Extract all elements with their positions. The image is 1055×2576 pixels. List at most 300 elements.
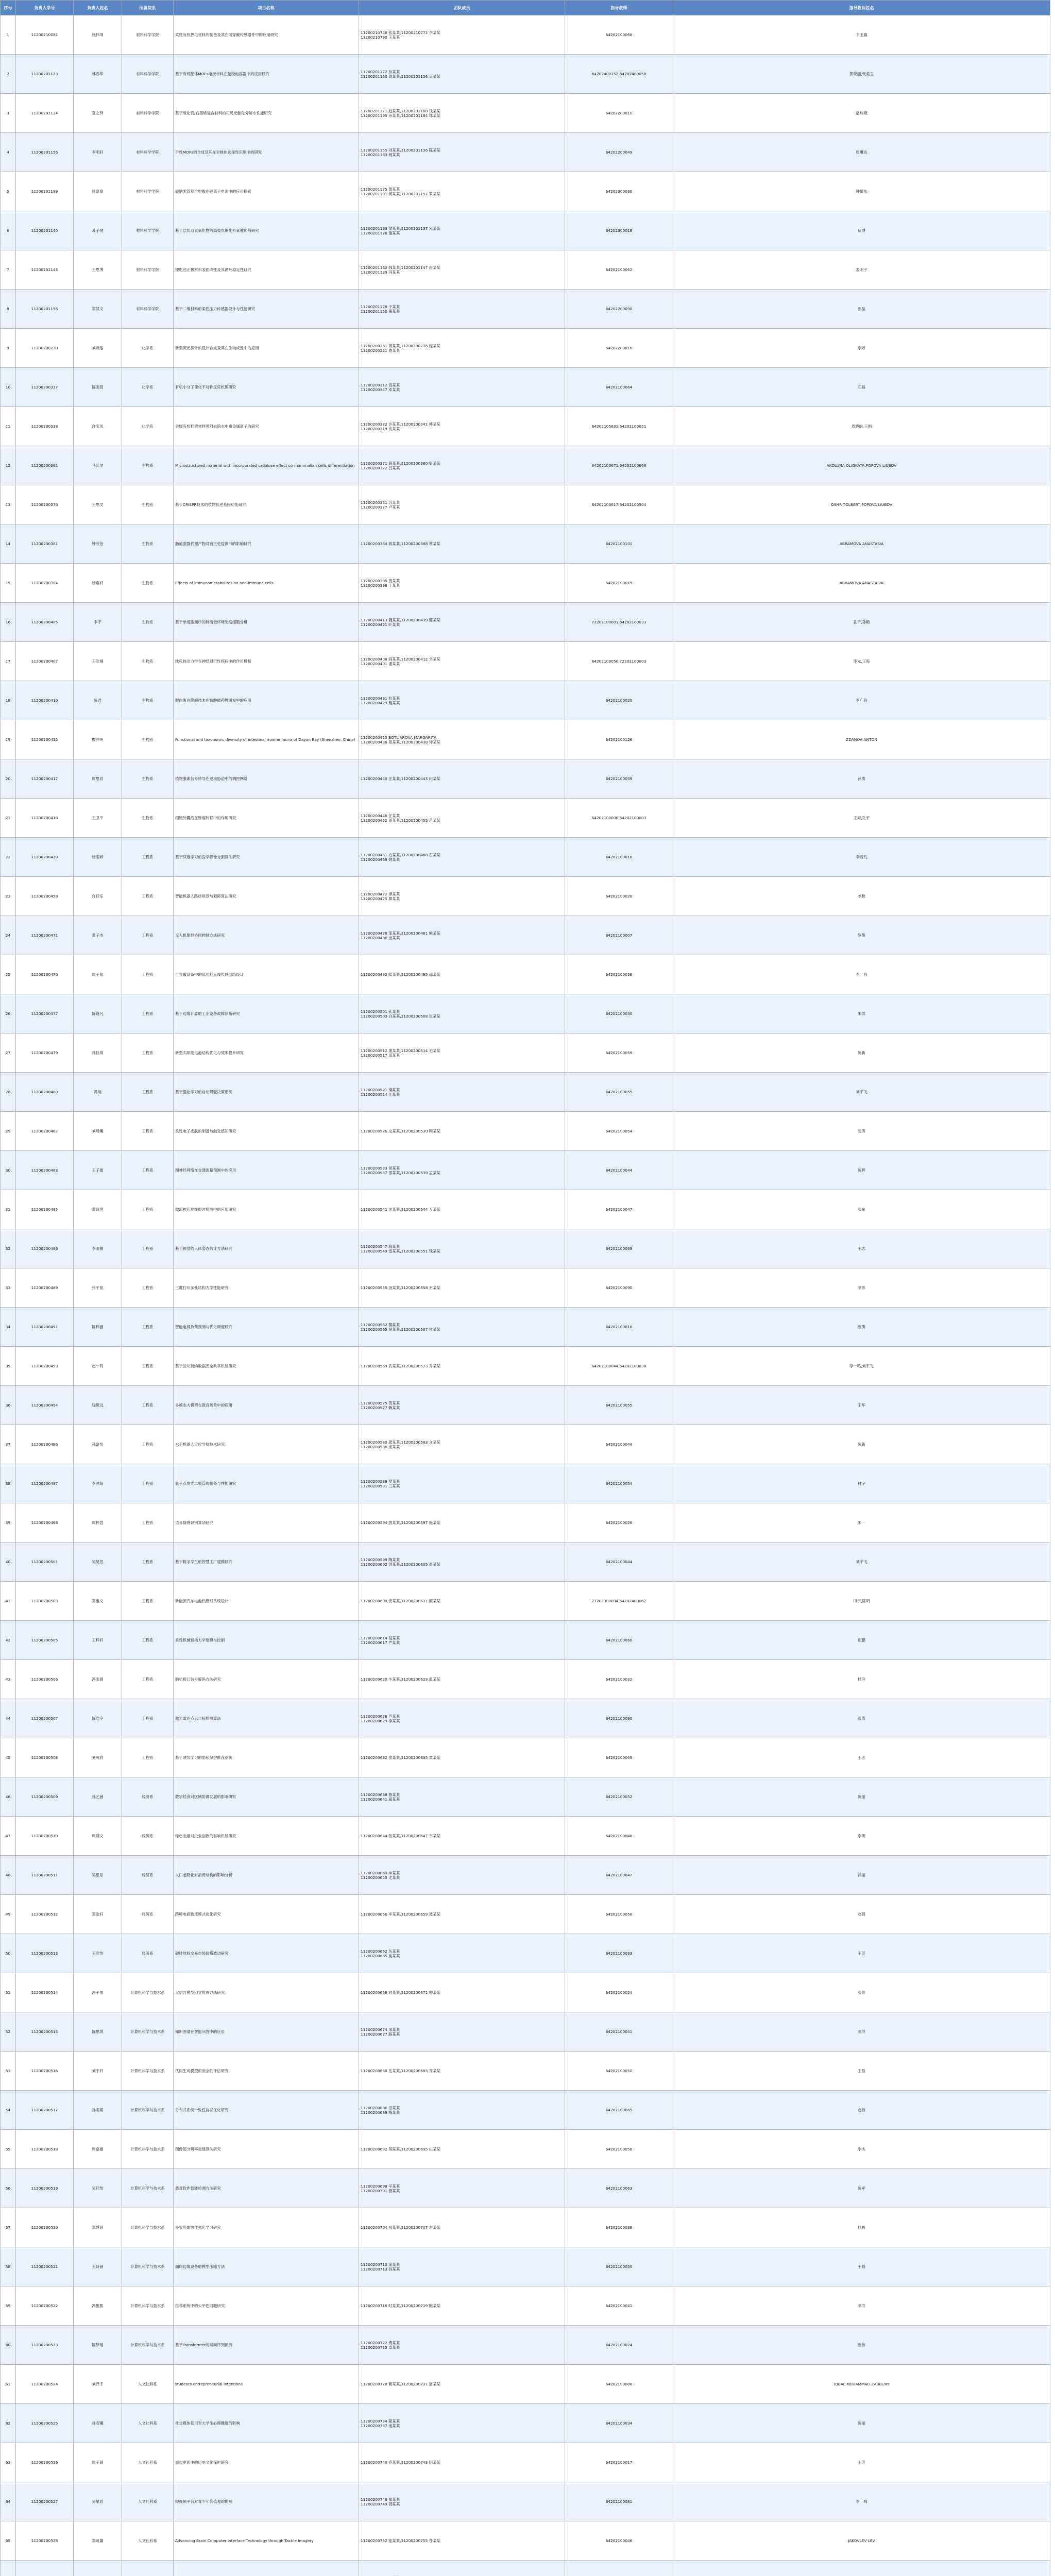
cell-index[interactable]: 29 <box>1 1112 16 1151</box>
cell-leader-name[interactable]: 冯俊熙 <box>74 2286 122 2326</box>
cell-index[interactable]: 34 <box>1 1308 16 1347</box>
cell-department[interactable]: 人文社科系 <box>122 2443 174 2482</box>
cell-advisor-name[interactable]: 付宇 <box>673 1464 1050 1503</box>
cell-student-id[interactable]: 11200201143 <box>16 250 74 290</box>
table-row[interactable] <box>1 877 1050 916</box>
cell-department[interactable]: 生物系 <box>122 799 174 838</box>
cell-leader-name[interactable]: 周子涵 <box>74 2443 122 2482</box>
cell-student-id[interactable]: 11200200513 <box>16 1934 74 1973</box>
cell-student-id[interactable]: 11200200479 <box>16 1033 74 1073</box>
cell-index[interactable]: 27 <box>1 1033 16 1073</box>
cell-index[interactable]: 17 <box>1 642 16 681</box>
cell-student-id[interactable]: 11200200505 <box>16 1621 74 1660</box>
cell-advisor-id[interactable]: 64202100044,64202100038 <box>565 1347 673 1386</box>
cell-advisor-name[interactable]: 张东 <box>673 1190 1050 1229</box>
cell-student-id[interactable]: 11200200476 <box>16 955 74 994</box>
cell-index[interactable]: 33 <box>1 1268 16 1308</box>
cell-student-id[interactable]: 11200201156 <box>16 133 74 172</box>
cell-index[interactable]: 65 <box>1 2521 16 2561</box>
cell-project-name[interactable]: students entrepreneurial intentions <box>174 2365 359 2404</box>
cell-leader-name[interactable]: 吴思彤 <box>74 1856 122 1895</box>
cell-team-members[interactable]: 11200200547 段某某 11200200549 雷某某,11200200551 钱某某 <box>359 1229 565 1268</box>
cell-project-name[interactable]: 推荐系统中的公平性问题研究 <box>174 2286 359 2326</box>
cell-student-id[interactable]: 11200201134 <box>16 94 74 133</box>
cell-advisor-name[interactable]: 王志 <box>673 1738 1050 1777</box>
cell-advisor-id[interactable]: 64202100059 <box>565 759 673 799</box>
table-row[interactable] <box>1 485 1050 524</box>
cell-leader-name[interactable]: 郑雅文 <box>74 1582 122 1621</box>
cell-advisor-name[interactable]: 李一鸣 <box>673 955 1050 994</box>
cell-department[interactable]: 计算机科学与技术系 <box>122 2247 174 2286</box>
cell-department[interactable]: 工程系 <box>122 916 174 955</box>
table-row[interactable] <box>1 916 1050 955</box>
cell-leader-name[interactable]: 杨雨婷 <box>74 838 122 877</box>
cell-department[interactable]: 工程系 <box>122 1112 174 1151</box>
cell-department[interactable]: 计算机科学与技术系 <box>122 2169 174 2208</box>
cell-leader-name[interactable]: 周子航 <box>74 955 122 994</box>
cell-index[interactable]: 5 <box>1 172 16 211</box>
table-row[interactable] <box>1 2208 1050 2247</box>
cell-student-id[interactable]: 11200200517 <box>16 2091 74 2130</box>
cell-department[interactable]: 人文社科系 <box>122 2482 174 2521</box>
cell-leader-name[interactable]: 刘婉瑜 <box>74 329 122 368</box>
cell-advisor-id[interactable]: 64202100044 <box>565 1151 673 1190</box>
cell-advisor-name[interactable]: 卞玉鑫 <box>673 15 1050 55</box>
cell-student-id[interactable]: 11200200515 <box>16 2012 74 2052</box>
cell-index[interactable]: 60 <box>1 2326 16 2365</box>
cell-department[interactable]: 工程系 <box>122 1464 174 1503</box>
cell-student-id[interactable]: 11200200417 <box>16 759 74 799</box>
cell-student-id[interactable]: 11200200477 <box>16 994 74 1033</box>
cell-project-name[interactable]: 柔性机械臂动力学建模与控制 <box>174 1621 359 1660</box>
cell-index[interactable]: 54 <box>1 2091 16 2130</box>
cell-index[interactable]: 7 <box>1 250 16 290</box>
cell-project-name[interactable]: 线粒体动力学在神经退行性疾病中的作用机制 <box>174 642 359 681</box>
cell-department[interactable]: 计算机科学与技术系 <box>122 2052 174 2091</box>
cell-leader-name[interactable]: 李沐阳 <box>74 1464 122 1503</box>
cell-team-members[interactable]: 11200201193 梁某某,11200201137 宋某某 11200201176 谢某某 <box>359 211 565 250</box>
cell-student-id[interactable]: 11200200512 <box>16 1895 74 1934</box>
cell-project-name[interactable]: 智能电网负荷预测与优化调度研究 <box>174 1308 359 1347</box>
cell-advisor-id[interactable]: 64202100052 <box>565 1777 673 1817</box>
table-row[interactable] <box>1 2052 1050 2091</box>
cell-student-id[interactable]: 11200200489 <box>16 1268 74 1308</box>
table-row[interactable] <box>1 799 1050 838</box>
cell-leader-name[interactable]: 周思辰 <box>74 759 122 799</box>
cell-department[interactable]: 材料科学学院 <box>122 15 174 55</box>
cell-leader-name[interactable]: 林春华 <box>74 55 122 94</box>
cell-advisor-id[interactable]: 64202100050 <box>565 2247 673 2286</box>
cell-project-name[interactable]: 基于Transformer的时间序列预测 <box>174 2326 359 2365</box>
cell-project-name[interactable]: 细胞外囊泡在肿瘤转移中的作用研究 <box>174 799 359 838</box>
cell-department[interactable]: 经济系 <box>122 1856 174 1895</box>
cell-leader-name[interactable]: 黄诗琪 <box>74 1190 122 1229</box>
cell-department[interactable]: 生物系 <box>122 524 174 564</box>
cell-advisor-id[interactable]: 64202100046 <box>565 2521 673 2561</box>
cell-index[interactable]: 21 <box>1 799 16 838</box>
cell-index[interactable]: 16 <box>1 603 16 642</box>
cell-advisor-name[interactable]: 李婷 <box>673 329 1050 368</box>
table-row[interactable] <box>1 1817 1050 1856</box>
cell-advisor-id[interactable]: 64202100050,72202100003 <box>565 642 673 681</box>
cell-index[interactable]: 62 <box>1 2404 16 2443</box>
cell-leader-name[interactable]: 刘泽宇 <box>74 2365 122 2404</box>
cell-project-name[interactable]: 城市更新中的历史文化保护研究 <box>174 2443 359 2482</box>
cell-index[interactable]: 10 <box>1 368 16 407</box>
cell-advisor-id[interactable]: 64202100671,64202100666 <box>565 446 673 485</box>
cell-student-id[interactable]: 11200200410 <box>16 681 74 720</box>
cell-advisor-name[interactable]: 谢鹏 <box>673 1621 1050 1660</box>
cell-department[interactable]: 工程系 <box>122 1073 174 1112</box>
cell-index[interactable]: 11 <box>1 407 16 446</box>
cell-advisor-id[interactable]: 64202100062 <box>565 250 673 290</box>
cell-advisor-id[interactable]: 64202100058 <box>565 2130 673 2169</box>
cell-advisor-id[interactable]: 64202100041 <box>565 2286 673 2326</box>
cell-leader-name[interactable]: 孙艺涵 <box>74 1777 122 1817</box>
cell-department[interactable]: 材料科学学院 <box>122 133 174 172</box>
cell-leader-name[interactable]: 刘宇轩 <box>74 2052 122 2091</box>
cell-advisor-id[interactable]: 64202100069 <box>565 1229 673 1268</box>
table-row[interactable] <box>1 1660 1050 1699</box>
cell-advisor-id[interactable]: 64202100064 <box>565 368 673 407</box>
cell-project-name[interactable]: 短视频平台对青少年价值观的影响 <box>174 2482 359 2521</box>
cell-leader-name[interactable]: 王思文 <box>74 485 122 524</box>
table-row[interactable] <box>1 2130 1050 2169</box>
cell-team-members[interactable]: 11200200728 蔺某某,11200200731 屠某某 <box>359 2365 565 2404</box>
cell-index[interactable]: 37 <box>1 1425 16 1464</box>
cell-leader-name[interactable]: 周博文 <box>74 1817 122 1856</box>
cell-student-id[interactable] <box>16 2561 74 2576</box>
table-row[interactable] <box>1 2561 1050 2576</box>
cell-advisor-id[interactable]: 64202100090 <box>565 1699 673 1738</box>
cell-advisor-id[interactable]: 64202300030 <box>565 172 673 211</box>
cell-advisor-id[interactable]: 64202100026 <box>565 1503 673 1543</box>
cell-team-members[interactable] <box>359 2561 565 2576</box>
cell-department[interactable]: 生物系 <box>122 681 174 720</box>
cell-leader-name[interactable]: 李明轩 <box>74 133 122 172</box>
cell-student-id[interactable]: 11200201140 <box>16 211 74 250</box>
cell-project-name[interactable]: 基于有机配体MOFs电极材料在超级电容器中的应用研究 <box>174 55 359 94</box>
cell-advisor-id[interactable]: 64202105631,64202100051 <box>565 407 673 446</box>
table-row[interactable] <box>1 681 1050 720</box>
cell-project-name[interactable]: 数字经济对区域协调发展的影响研究 <box>174 1777 359 1817</box>
cell-advisor-name[interactable]: 刘洋 <box>673 2012 1050 2052</box>
header-student-id[interactable]: 负责人学号 <box>16 1 74 15</box>
cell-advisor-id[interactable]: 64202100039 <box>565 2208 673 2247</box>
cell-student-id[interactable]: 11200200501 <box>16 1543 74 1582</box>
cell-student-id[interactable]: 11200200384 <box>16 564 74 603</box>
table-row[interactable] <box>1 94 1050 133</box>
cell-leader-name[interactable]: 夏之锋 <box>74 94 122 133</box>
cell-leader-name[interactable]: 郑凯文 <box>74 290 122 329</box>
cell-leader-name[interactable]: 杨嘉豪 <box>74 172 122 211</box>
cell-advisor-id[interactable]: 64202100047 <box>565 1856 673 1895</box>
cell-leader-name[interactable]: 马沃尔 <box>74 446 122 485</box>
cell-team-members[interactable]: 11200200562 黎某某 11200200565 易某某,11200200567 常某某 <box>359 1308 565 1347</box>
cell-leader-name[interactable]: 郑皓轩 <box>74 1895 122 1934</box>
cell-index[interactable]: 8 <box>1 290 16 329</box>
cell-project-name[interactable]: 图像超分辨率重建算法研究 <box>174 2130 359 2169</box>
table-row[interactable] <box>1 1229 1050 1268</box>
header-leader-name[interactable]: 负责人姓名 <box>74 1 122 15</box>
table-row[interactable] <box>1 1856 1050 1895</box>
cell-team-members[interactable]: 11200200446 任某某 11200200452 姜某某,11200200455 范某某 <box>359 799 565 838</box>
table-row[interactable] <box>1 1112 1050 1151</box>
cell-team-members[interactable]: 11200201155 刘某某,11200201136 陈某某 11200201183 杨某某 <box>359 133 565 172</box>
cell-department[interactable]: 生物系 <box>122 759 174 799</box>
table-row[interactable] <box>1 329 1050 368</box>
cell-project-name[interactable]: 分布式系统一致性协议优化研究 <box>174 2091 359 2130</box>
cell-student-id[interactable]: 11200200528 <box>16 2521 74 2561</box>
cell-department[interactable] <box>122 2561 174 2576</box>
header-department[interactable]: 所属院系 <box>122 1 174 15</box>
cell-index[interactable]: 31 <box>1 1190 16 1229</box>
cell-student-id[interactable]: 11200200527 <box>16 2482 74 2521</box>
cell-advisor-name[interactable]: 伍博 <box>673 211 1050 250</box>
cell-advisor-name[interactable]: 王磊 <box>673 2247 1050 2286</box>
cell-department[interactable]: 经济系 <box>122 1777 174 1817</box>
cell-advisor-name[interactable]: 孙丽 <box>673 1856 1050 1895</box>
cell-team-members[interactable]: 11200200569 武某某,11200200573 乔某某 <box>359 1347 565 1386</box>
cell-leader-name[interactable]: 王浩楠 <box>74 642 122 681</box>
table-row[interactable] <box>1 1347 1050 1386</box>
cell-advisor-id[interactable]: 64202100090 <box>565 1268 673 1308</box>
cell-department[interactable]: 工程系 <box>122 994 174 1033</box>
table-row[interactable] <box>1 407 1050 446</box>
cell-student-id[interactable]: 11200201156 <box>16 290 74 329</box>
cell-project-name[interactable]: 智能机器人路径规划与避障算法研究 <box>174 877 359 916</box>
cell-student-id[interactable]: 11200200415 <box>16 720 74 759</box>
table-row[interactable] <box>1 2326 1050 2365</box>
cell-index[interactable]: 2 <box>1 55 16 94</box>
cell-leader-name[interactable]: 王思博 <box>74 250 122 290</box>
cell-advisor-name[interactable]: 王芳 <box>673 2443 1050 2482</box>
cell-team-members[interactable]: 11200200626 芦某某 11200200629 季某某 <box>359 1699 565 1738</box>
cell-team-members[interactable]: 11200200512 康某某,11200200514 毛某某 11200200517 邱某某 <box>359 1033 565 1073</box>
table-row[interactable] <box>1 564 1050 603</box>
cell-index[interactable]: 24 <box>1 916 16 955</box>
cell-advisor-id[interactable]: 64202100059 <box>565 1033 673 1073</box>
cell-project-name[interactable]: Functional and taxonomic diversity of intestinal marine fauna of Dayan Bay (Shenzhen, China) <box>174 720 359 759</box>
cell-student-id[interactable]: 11200200230 <box>16 329 74 368</box>
cell-project-name[interactable]: 新型荧光探针的设计合成及其在生物成像中的应用 <box>174 329 359 368</box>
cell-leader-name[interactable]: 吴佳怡 <box>74 2169 122 2208</box>
table-row[interactable] <box>1 2443 1050 2482</box>
cell-advisor-name[interactable]: 周晓丽,王娟 <box>673 407 1050 446</box>
cell-department[interactable]: 人文社科系 <box>122 2365 174 2404</box>
cell-team-members[interactable]: 11200200580 龚某某,11200200583 文某某 11200200586 庞某某 <box>359 1425 565 1464</box>
cell-advisor-id[interactable]: 64202200016 <box>565 329 673 368</box>
cell-advisor-name[interactable]: 王华 <box>673 1386 1050 1425</box>
cell-team-members[interactable]: 11200200650 申某某 11200200653 尤某某 <box>359 1856 565 1895</box>
table-row[interactable] <box>1 1934 1050 1973</box>
cell-student-id[interactable]: 11200200418 <box>16 799 74 838</box>
cell-project-name[interactable]: 量子点发光二极管的制备与性能研究 <box>174 1464 359 1503</box>
cell-advisor-id[interactable]: 64202100055 <box>565 1386 673 1425</box>
cell-index[interactable]: 49 <box>1 1895 16 1934</box>
cell-advisor-id[interactable] <box>565 2561 673 2576</box>
cell-advisor-name[interactable]: 陈丽 <box>673 1777 1050 1817</box>
cell-advisor-id[interactable]: 64202100008,64202100003 <box>565 799 673 838</box>
cell-advisor-id[interactable]: 64202100081 <box>565 2482 673 2521</box>
cell-project-name[interactable]: 基于CRISPR技术的植物抗逆基因功能研究 <box>174 485 359 524</box>
cell-student-id[interactable]: 11200200524 <box>16 2365 74 2404</box>
cell-student-id[interactable]: 11200201189 <box>16 172 74 211</box>
cell-team-members[interactable]: 11200200555 汤某某,11200200558 尹某某 <box>359 1268 565 1308</box>
cell-team-members[interactable]: 11200200384 蒋某某,11200200388 蔡某某 <box>359 524 565 564</box>
cell-leader-name[interactable]: 孙若曦 <box>74 2404 122 2443</box>
cell-team-members[interactable]: 11200210746 张某某,11200210771 李某某 11200210790 王某某 <box>359 15 565 55</box>
cell-advisor-id[interactable]: 64202100017 <box>565 2443 673 2482</box>
table-row[interactable] <box>1 446 1050 485</box>
cell-advisor-name[interactable]: 王志 <box>673 1229 1050 1268</box>
cell-student-id[interactable]: 11200200521 <box>16 2247 74 2286</box>
cell-leader-name[interactable]: 黄子杰 <box>74 916 122 955</box>
cell-team-members[interactable]: 11200200472 谭某某 11200200475 廖某某 <box>359 877 565 916</box>
cell-student-id[interactable]: 11200200493 <box>16 1347 74 1386</box>
cell-index[interactable]: 38 <box>1 1464 16 1503</box>
cell-department[interactable]: 工程系 <box>122 1386 174 1425</box>
cell-leader-name[interactable]: 陈梓涵 <box>74 1308 122 1347</box>
cell-student-id[interactable]: 11200200518 <box>16 2130 74 2169</box>
cell-department[interactable]: 计算机科学与技术系 <box>122 1973 174 2012</box>
cell-department[interactable]: 工程系 <box>122 1151 174 1190</box>
cell-index[interactable]: 20 <box>1 759 16 799</box>
cell-index[interactable]: 51 <box>1 1973 16 2012</box>
cell-team-members[interactable]: 11200200608 安某某,11200200611 颜某某 <box>359 1582 565 1621</box>
cell-index[interactable]: 42 <box>1 1621 16 1660</box>
cell-advisor-id[interactable]: 64202100016 <box>565 1308 673 1347</box>
cell-advisor-name[interactable]: 刘晓 <box>673 877 1050 916</box>
cell-advisor-name[interactable]: 朱一 <box>673 1503 1050 1543</box>
cell-index[interactable]: 19 <box>1 720 16 759</box>
cell-advisor-name[interactable]: 李光,王海 <box>673 642 1050 681</box>
cell-department[interactable]: 生物系 <box>122 485 174 524</box>
cell-index[interactable]: 57 <box>1 2208 16 2247</box>
cell-student-id[interactable]: 11200200523 <box>16 2326 74 2365</box>
cell-advisor-id[interactable]: 64202200090 <box>565 290 673 329</box>
cell-index[interactable]: 35 <box>1 1347 16 1386</box>
table-row[interactable] <box>1 1425 1050 1464</box>
cell-advisor-name[interactable]: 陈新 <box>673 1033 1050 1073</box>
cell-student-id[interactable]: 11200200381 <box>16 524 74 564</box>
cell-student-id[interactable]: 11200200480 <box>16 1073 74 1112</box>
cell-advisor-id[interactable]: 64202100041 <box>565 2012 673 2052</box>
table-row[interactable] <box>1 55 1050 94</box>
cell-project-name[interactable]: 靶向蛋白降解技术在抗肿瘤药物研发中的应用 <box>174 681 359 720</box>
cell-team-members[interactable]: 11200201160 韩某某,11200201147 唐某某 11200201139 冯某某 <box>359 250 565 290</box>
header-index[interactable]: 序号 <box>1 1 16 15</box>
table-row[interactable] <box>1 1386 1050 1425</box>
cell-student-id[interactable]: 11200200482 <box>16 1112 74 1151</box>
cell-index[interactable]: 15 <box>1 564 16 603</box>
cell-advisor-id[interactable]: 64202100101 <box>565 524 673 564</box>
cell-leader-name[interactable] <box>74 2561 122 2576</box>
cell-team-members[interactable]: 11200200261 萧某某,11200200276 程某某 11200200221 曹某某 <box>359 329 565 368</box>
cell-project-name[interactable]: 基于单细胞测序的肿瘤微环境免疫细胞分析 <box>174 603 359 642</box>
cell-advisor-name[interactable]: 潘瑞艳 <box>673 94 1050 133</box>
cell-advisor-id[interactable]: 64202100065 <box>565 2091 673 2130</box>
cell-leader-name[interactable]: 李雨桐 <box>74 1229 122 1268</box>
cell-department[interactable]: 工程系 <box>122 1503 174 1543</box>
cell-project-name[interactable]: 面向边缘设备的模型压缩方法 <box>174 2247 359 2286</box>
table-row[interactable] <box>1 838 1050 877</box>
cell-project-name[interactable]: 植物激素信号转导在逆境胁迫中的调控网络 <box>174 759 359 799</box>
cell-leader-name[interactable]: 冯雨涵 <box>74 1660 122 1699</box>
cell-leader-name[interactable]: 陈梦瑶 <box>74 2326 122 2365</box>
cell-team-members[interactable]: 11200200526 史某某,11200200530 顾某某 <box>359 1112 565 1151</box>
cell-advisor-id[interactable]: 64202100069 <box>565 1738 673 1777</box>
cell-index[interactable]: 55 <box>1 2130 16 2169</box>
cell-project-name[interactable]: Microstructured material with incorporated cellulose effect on mammalian cells differentiation <box>174 446 359 485</box>
cell-student-id[interactable]: 11200200520 <box>16 2208 74 2247</box>
cell-project-name[interactable]: 有机小分子催化不对称反应机理研究 <box>174 368 359 407</box>
cell-team-members[interactable]: 11200200322 许某某,11200200341 傅某某 11200200319 沈某某 <box>359 407 565 446</box>
cell-advisor-id[interactable]: 64202100617,64202100504 <box>565 485 673 524</box>
cell-advisor-name[interactable]: 彭晶 <box>673 290 1050 329</box>
cell-leader-name[interactable]: 吴星辰 <box>74 2482 122 2521</box>
cell-advisor-name[interactable]: ABRAMOVA ANASTASIA <box>673 524 1050 564</box>
cell-advisor-name[interactable]: 朱洪 <box>673 994 1050 1033</box>
cell-leader-name[interactable]: 王卫平 <box>74 799 122 838</box>
cell-team-members[interactable]: 11200200533 侯某某 11200200537 邵某某,11200200539 孟某某 <box>359 1151 565 1190</box>
cell-project-name[interactable]: Advancing Brain Computer Interface Technology through Tactile Imagery <box>174 2521 359 2561</box>
cell-student-id[interactable]: 11200200510 <box>16 1817 74 1856</box>
cell-student-id[interactable]: 11200210081 <box>16 15 74 55</box>
cell-department[interactable]: 计算机科学与技术系 <box>122 2012 174 2052</box>
cell-project-name[interactable]: 多模态大模型在教育场景中的应用 <box>174 1386 359 1425</box>
cell-department[interactable]: 工程系 <box>122 1308 174 1347</box>
cell-advisor-name[interactable]: 陈辉 <box>673 1151 1050 1190</box>
cell-advisor-id[interactable]: 64202100056 <box>565 1895 673 1934</box>
table-row[interactable] <box>1 720 1050 759</box>
cell-leader-name[interactable]: 樱井明 <box>74 720 122 759</box>
cell-team-members[interactable]: 11200200589 樊某某 11200200591 兰某某 <box>359 1464 565 1503</box>
cell-project-name[interactable]: 锂电池正极材料表面改性及其循环稳定性研究 <box>174 250 359 290</box>
cell-advisor-name[interactable]: IQBAL MUHAMMAD ZABBURY <box>673 2365 1050 2404</box>
cell-advisor-name[interactable]: 杨洋 <box>673 1660 1050 1699</box>
header-advisor-id[interactable]: 指导教师 <box>565 1 673 15</box>
table-row[interactable] <box>1 133 1050 172</box>
cell-advisor-name[interactable]: 李若凡 <box>673 838 1050 877</box>
cell-team-members[interactable]: 11200200594 殷某某,11200200597 施某某 <box>359 1503 565 1543</box>
cell-leader-name[interactable]: 孙雨萌 <box>74 2091 122 2130</box>
cell-department[interactable]: 生物系 <box>122 720 174 759</box>
cell-student-id[interactable]: 11200200407 <box>16 642 74 681</box>
cell-student-id[interactable]: 11200200337 <box>16 368 74 407</box>
cell-advisor-name[interactable]: 孙涛 <box>673 759 1050 799</box>
cell-advisor-id[interactable]: 64202100024 <box>565 2326 673 2365</box>
table-row[interactable] <box>1 1073 1050 1112</box>
cell-index[interactable]: 41 <box>1 1582 16 1621</box>
cell-advisor-id[interactable]: 64202100088 <box>565 2365 673 2404</box>
cell-project-name[interactable]: 恶意软件智能检测方法研究 <box>174 2169 359 2208</box>
cell-index[interactable]: 44 <box>1 1699 16 1738</box>
cell-department[interactable]: 工程系 <box>122 1033 174 1073</box>
cell-advisor-name[interactable]: ABRAMOVA ANASTASIA <box>673 564 1050 603</box>
cell-team-members[interactable]: 11200200734 蒙某某 11200200737 池某某 <box>359 2404 565 2443</box>
cell-student-id[interactable]: 11200200486 <box>16 1229 74 1268</box>
table-row[interactable] <box>1 642 1050 681</box>
cell-index[interactable]: 30 <box>1 1151 16 1190</box>
cell-team-members[interactable]: 11200200710 涂某某 11200200713 谷某某 <box>359 2247 565 2286</box>
cell-team-members[interactable]: 11200200541 龙某某,11200200544 万某某 <box>359 1190 565 1229</box>
cell-advisor-id[interactable]: 64202100044 <box>565 1543 673 1582</box>
cell-index[interactable]: 9 <box>1 329 16 368</box>
table-row[interactable] <box>1 1464 1050 1503</box>
cell-student-id[interactable]: 11200200458 <box>16 877 74 916</box>
cell-team-members[interactable]: 11200200575 贺某某 11200200577 赖某某 <box>359 1386 565 1425</box>
